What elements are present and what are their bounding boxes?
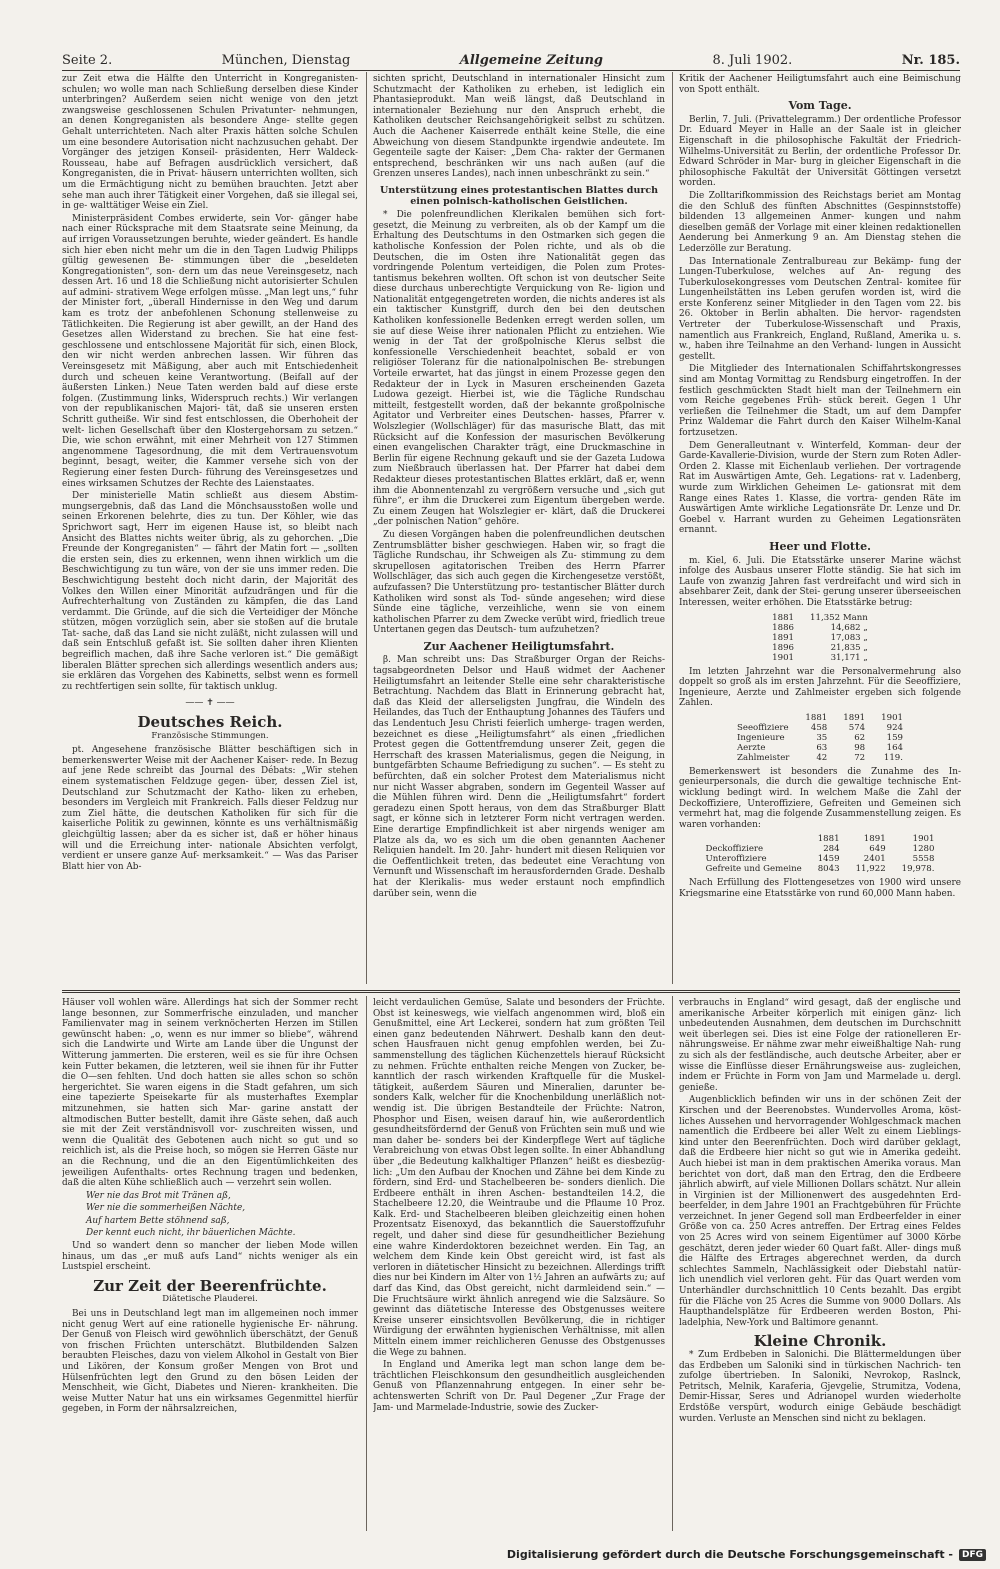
digitization-footer [507, 1548, 986, 1561]
section-subheading: Französische Stimmungen. [151, 730, 269, 741]
paragraph: Die Zolltarifkommission des Reichstags beriet am Montag die den Schluß des fünften Abschnittes (Gespinnststoffe) bildenden 13 allgemeinen Anmer- kungen und nahm dieselben gemäß der Vorlage mit einer kleinen redaktionellen Aenderung bei Anmerkung 9 an. Am Dienstag stehen die Lederzölle zur Beratung. [679, 190, 961, 254]
table-header-cell: 1881 [817, 834, 840, 845]
issue-number: Nr. 185. [901, 52, 960, 68]
table-header-cell [729, 713, 797, 723]
table-row [698, 854, 943, 864]
poem-line: Wer nie das Brot mit Tränen aß, [86, 1190, 231, 1201]
section-heading: Deutsches Reich. [137, 713, 283, 732]
officers-table [729, 713, 911, 763]
paragraph: Die Mitglieder des Internationalen Schiffahrtskongresses sind am Montag Vormittag zu Rendsburg eingetroffen. In der festlich geschmückten Stadt hielt man der Teilnehmern ein vom Reiche gegebenes Früh- stück bereit. Gegen 1 Uhr verließen die Teilnehmer die Stadt, um auf dem Dampfer Prinz Waldemar die Fahrt durch den Kaiser Wilhelm-Kanal fortzusetzen. [679, 364, 961, 438]
paragraph: β. Man schreibt uns: Das Straßburger Organ der Reichs- tagsabgeordneten Delsor und Hauß widmet der Aachener Heiligtumsfahrt an leitender Stelle eine sehr charakteristische Betrachtung. Nachdem das Blatt in Erinnerung gebracht hat, daß das Kleid der allerseligsten Jungfrau, die Windeln des Heilandes, das Tuch der Enthauptung Johannes des Täufers und das Lendentuch Jesu Christi feierlich umherge- tragen werden, bezeichnet es diese „Heiligtumsfahrt“ als einen „friedlichen Protest gegen die Gottentfremdung unserer Zeit, gegen die Herrschaft des krassen Materialismus, gegen die Neigung, in buntgefärbten Schaume Befriedigung zu suchen“. — Es steht zu befürchten, daß ein solcher Protest dem Materialismus nicht nur nicht Wasser abgraben, sondern im Gegenteil Wasser auf die Mühlen führen wird. Denn die „Heiligtumsfahrt“ fordert geradezu einen Spott heraus, von dem das Straßburger Blatt sagt, er könne sich in letzterer Form nicht vertragen werden. Eine derartige Empfindlichkeit ist aber nirgends weniger am Platze als da, wo es sich um die oben genannten Aachener Reliquien handelt. Im 20. Jahr- hundert mit diesen Reliquien vor die Oeffentlichkeit treten, das bedeutet eine Verachtung von Vernunft und Wissenschaft im herausfordernden Grade. Deshalb hat der Klerikalis- mus weder erstaunt noch empfindlich darüber sein, wenn die [373, 655, 665, 899]
newspaper-title: Allgemeine Zeitung [459, 52, 604, 68]
table-row [698, 844, 943, 854]
footer-text: Digitalisierung gefördert durch die Deutsche Forschungsgemeinschaft - [506, 1548, 953, 1561]
table-cell: Deckoffiziere [705, 844, 764, 855]
table-cell: 574 [848, 722, 866, 733]
table-cell: 62 [854, 732, 866, 743]
paragraph: * Zum Erdbeben in Salonichi. Die Blättermeldungen über das Erdbeben um Saloniki sind in türkischen Nachrich- ten zufolge übertrieben. In Saloniki, Nevrokop, Raslnck, Petritsch, Melnik, Karaferia, Gjevgelie, Strumitza, Vodena, Demir-Hissar, Seres und Adrianopel wurden wiederholte Erdstöße verspürt, wodurch einige Gebäude beschädigt wurden. Verluste an Menschen sind nicht zu beklagen. [679, 1350, 961, 1424]
table-cell: 284 [823, 844, 840, 855]
table-cell: Gefreite und Gemeine [705, 864, 802, 875]
paragraph: Kritik der Aachener Heiligtumsfahrt auch eine Beimischung von Spott enthält. [679, 74, 961, 95]
table-row [764, 633, 876, 643]
column-2 [373, 74, 665, 986]
article-subheading: Diätetische Plauderei. [162, 1294, 258, 1305]
column-3 [679, 74, 961, 986]
article-heading: Zur Aachener Heiligtumsfahrt. [423, 639, 615, 653]
paragraph: Bei uns in Deutschland legt man im allgemeinen noch immer nicht genug Wert auf eine rationelle hygienische Er- nährung. Der Genuß von Fleisch wird gewöhnlich überschätzt, der Genuß von frischen Früchten unterschätzt. Blutbildenden Salzen beraubten Fleisches, dazu von vielem Alkohol in Gestalt von Bier und Likören, der Konsum großer Mengen von Brot und Hülsenfrüchten legt den Grund zu den bösen Leiden der Menschheit, wie Gicht, Diabetes und Nieren- krankheiten. Die weise Mutter Natur hat uns ein wirksames Gegenmittel hierfür gegeben, in Form der nährsalzreichen, [62, 1309, 358, 1415]
column-divider [366, 996, 367, 1531]
table-row [729, 723, 911, 733]
table-cell: 17,083 „ [830, 632, 868, 643]
table-cell: 11,352 Mann [810, 612, 868, 623]
paragraph: Berlin, 7. Juli. (Privattelegramm.) Der ordentliche Professor Dr. Eduard Meyer in Halle an der Saale ist in gleicher Eigenschaft in die philosophische Fakultät der Friedrich-Wilhelms-Universität zu Berlin, der ordentliche Professor Dr. Edward Schröder in Mar- burg in gleicher Eigenschaft in die philosophische Fakultät der Universität Göttingen versetzt worden. [679, 114, 961, 189]
table-cell: 159 [886, 732, 904, 743]
paragraph: Nach Erfüllung des Flottengesetzes von 1900 wird unsere Kriegsmarine eine Etatsstärke von rund 60,000 Mann haben. [679, 878, 961, 900]
paragraph: sichten spricht, Deutschland in internationaler Hinsicht zum Schutzmacht der Katholiken zu erheben, ist lediglich ein Phantasieprodukt. Man weiß längst, daß Deutschland in internationaler Beziehung nur den Anspruch erhebt, die Katholiken deutscher Reichsangehörigkeit selbst zu schützen. Auch die Aachener Kaiserrede enthält keine Stelle, die eine Abweichung von diesem Standpunkte irgendwie andeutete. Im Gegenteile sagte der Kaiser: „Dem Cha- rakter der Germanen entsprechend, beschränken wir uns nach außen (auf die Grenzen unseres Landes), nach innen unbeschränkt zu sein.“ [373, 74, 665, 180]
table-cell: 5558 [912, 854, 935, 865]
paragraph: m. Kiel, 6. Juli. Die Etatsstärke unserer Marine wächst infolge des Ausbaus unserer Flotte ständig. Sie hat sich im Laufe von zwanzig Jahren fast verdreifacht und wird sich in absehbarer Zeit, dank der Stei- gerung unserer überseeischen Interessen, weiter erhöhen. Die Etatsstärke betrug: [679, 555, 961, 608]
article-heading: Zur Zeit der Beerenfrüchte. [93, 1276, 327, 1295]
column-1 [62, 74, 358, 986]
paragraph: Augenblicklich befinden wir uns in der schönen Zeit der Kirschen und der Beerenobstes. Wundervolles Aroma, köst- liches Aussehen und hervorragender Wohlgeschmack machen namentlich die Erdbeere bei aller Welt zu einem Lieblings- kind unter den Beerenfrüchten. Doch wird darüber geklagt, daß die Erdbeere hier nicht so gut wie in Amerika gedeiht. Auch hiebei ist man in dem praktischen Amerika voraus. Man berichtet von dort, daß man den Ertrag, den die Erdbeere jährlich abwirft, auf viele Millionen Dollars schätzt. Nur allein in Virginien ist der Millionenwert des ausgedehnten Erd- beerfelder, in dem Jahre 1901 an Frachtgebühren für Früchte verzeichnet. In jener Gegend soll man Erdbeerfelder in einer Größe von ca. 250 Acres antreffen. Der Ertrag eines Feldes von 25 Acres wird von seinem Eigentümer auf 3000 Körbe geschätzt, deren jeder wieder 60 Quart faßt. Aller- dings muß die Hälfte des Ertrages abgerechnet werden, da durch schlechtes Sammeln, Nachlässigkeit oder Diebstahl natür- lich unendlich viel verloren geht. Für das Quart werden vom Unterhändler durchschnittlich 10 Cents bezahlt. Das ergibt für die Fläche von 25 Acres die Summe von 9000 Dollars. Als Haupthandelsplätze für Erdbeeren werden Boston, Phi- ladelphia, New-York und Baltimore genannt. [679, 1095, 961, 1328]
article-heading: Kleine Chronik. [753, 1332, 887, 1351]
table-cell: 924 [886, 722, 904, 733]
article-heading: Vom Tage. [788, 99, 852, 113]
column-divider [366, 72, 367, 984]
table-cell: 1891 [772, 632, 795, 643]
crew-table [698, 834, 943, 874]
table-cell: 164 [886, 742, 904, 753]
place-day: München, Dienstag [221, 52, 351, 68]
table-row [698, 864, 943, 874]
paragraph: Das Internationale Zentralbureau zur Bekämp- fung der Lungen-Tuberkulose, welches auf An- regung des Tuberkulosekongresses vom Deutschen Zentral- komitee für Lungenheilstätten ins Leben gerufen worden ist, wird die erste Konferenz seiner Mitglieder in den Tagen vom 22. bis 26. Oktober in Berlin abhalten. Die hervor- ragendsten Vertreter der Tuberkulose-Wissenschaft und Praxis, namentlich aus Frankreich, England, Rußland, Amerika u. s. w., haben ihre Teilnahme an den Verhand- lungen in Aussicht gestellt. [679, 256, 961, 362]
paragraph: In England und Amerika legt man schon lange dem be- trächtlichen Fleischkonsum den gesundheitlich ausgleichenden Genuß von Pflanzennahrung entgegen. In einer sehr be- achtenswerten Schrift von Dr. Paul Degener „Zur Frage der Jam- und Marmelade-Industrie, sowie des Zucker- [373, 1360, 665, 1413]
dfg-logo: DFG [959, 1549, 986, 1561]
paragraph: Häuser voll wohlen wäre. Allerdings hat sich der Sommer recht lange besonnen, zur Sommerfrische einzuladen, und mancher Familienvater mag in seinem verknöcherten Herzen im Stillen gewünscht haben: „o, wenn es nur immer so bliebe“, während sich die Landwirte und Wirte am Lande über die Ungunst der Witterung jammerten. Die ersteren, weil es sie für ihre Ochsen kein Futter bekamen, die letzteren, weil sie ihnen für ihr Futter die O—sen fehlten. Und doch hatten sie alles schon so schön hergerichtet. Sie waren eigens in die Stadt gefahren, um sich eine tapezierte Speisekarte für als musterhaftes Exemplar mitzunehmen, sie hatten sich Mar- garine anstatt der altmodischen Butter bestellt, damit ihre Gäste sehen, daß auch sie mit der Zeit verständnisvoll vor- zuschreiten wissen, und wenn die Qualität des Gebotenen auch nicht so gut und so reichlich ist, als die Preise hoch, so mögen sie Herren Gäste nur an die Rechnung, und die an den Eigentümlichkeiten des jeweiligen Aufenthalts- ortes Rechnung tragen und bedenken, daß die alten Kühe schließlich auch — verzehrt sein wollen. [62, 998, 358, 1189]
table-header-cell: 1901 [912, 834, 935, 845]
paragraph: * Die polenfreundlichen Klerikalen bemühen sich fort- gesetzt, die Meinung zu verbreiten, als ob der Kampf um die Erhaltung des Deutschtums in den Ostmarken sich gegen die katholische Konfession der Polen richte, und als ob die Deutschen, die im Osten ihre Nationalität gegen das vordringende Polentum verteidigen, die Polen zum Protes- tantismus bekehren wollten. Oft schon ist von deutscher Seite diese durchaus unberechtigte Verquickung von Re- ligion und Nationalität entgegengetreten worden, die nichts anderes ist als ein taktischer Kunstgriff, durch den bei den deutschen Katholiken konfessionelle Bedenken erregt werden sollen, um sie auf diese Weise ihrer nationalen Pflicht zu entziehen. Wie wenig in der Tat der großpolnische Klerus selbst die konfessionelle Verschiedenheit beachtet, sobald er von religiöser Toleranz für die nationalpolnischen Be- strebungen Vorteile erwartet, hat das jüngst in einem Prozesse gegen den Redakteur der in Lyck in Masuren erscheinenden Gazeta Ludowa gezeigt. Hierbei ist, wie die Tägliche Rundschau mitteilt, festgestellt worden, daß der bekannte großpolnische Agitator und Verbreiter eines Deutschen- hasses, Pfarrer v. Wolszlegier (Wollschläger) für das masurische Blatt, das mit Rücksicht auf die Konfession der masurischen Bevölkerung einen evangelischen Charakter trägt, eine Druckmaschine in Berlin für eigene Rechnung gekauft und sie der Gazeta Ludowa zum Nießbrauch überlassen hat. Der Pfarrer hat dabei dem Redakteur dieses protestantischen Blattes erklärt, daß er, wenn ihm die Abonnentenzahl zu vergrößern versuche und „sich gut führe“, er ihm die Druckerei zum Eigentum übergeben werde. Zu einem Zeugen hat Wolszlegier er- klärt, daß die Druckerei „der polnischen Nation“ gehöre. [373, 210, 665, 528]
table-cell: 2401 [863, 854, 886, 865]
table-header-cell: 1891 [863, 834, 886, 845]
table-cell: 14,682 „ [830, 622, 868, 633]
table-cell: 21,835 „ [830, 642, 868, 653]
strength-table [764, 613, 876, 663]
table-cell: 649 [869, 844, 886, 855]
column-divider [672, 996, 673, 1531]
article-heading: Unterstützung eines protestantischen Blattes durch einen polnisch-katholischen Geistlichen. [379, 184, 659, 207]
table-cell: 1881 [772, 612, 795, 623]
paragraph: Im letzten Jahrzehnt war die Personalvermehrung also doppelt so groß als im ersten Jahrzehnt. Für die Seeoffiziere, Ingenieure, Aerzte und Zahlmeister ergeben sich folgende Zahlen. [679, 666, 961, 709]
column-6 [679, 998, 961, 1533]
column-4 [62, 998, 358, 1533]
table-cell: 31,171 „ [830, 652, 868, 663]
column-divider [672, 72, 673, 984]
table-cell: Zahlmeister [736, 752, 790, 763]
table-cell: 1280 [912, 844, 935, 855]
column-5 [373, 998, 665, 1533]
paragraph: Zu diesen Vorgängen haben die polenfreundlichen deutschen Zentrumsblätter bisher geschwiegen. Haben wir, so fragt die Tägliche Rundschau, ihr Schweigen als Zu- stimmung zu dem skrupellosen agitatorischen Treiben des Herrn Pfarrer Wollschläger, das sich auch gegen die Kirchengesetze verstößt, aufzufassen? Die Unterstützung pro- testantischer Blätter durch Katholiken wird sonst als Tod- sünde angesehen; wird diese Sünde eine tägliche, verzeihliche, wenn sie von einem katholischen Pfarrer zu dem Zwecke verübt wird, friedlich treue Untertanen gegen das Deutsch- tum aufzuhetzen? [373, 529, 665, 636]
paragraph: zur Zeit etwa die Hälfte den Unterricht in Kongreganisten- schulen; wo wolle man nach Schließung derselben diese Kinder unterbringen? Außerdem seien nicht wenige von den jetzt zwangsweise geschlossenen Schulen Privatunter- nehmungen, an denen Kongreganisten als besondere Ange- stellte gegen Gehalt unterrichteten. Nach alter Praxis hätten solche Schulen um eine besondere Autorisation nicht nachzusuchen gehabt. Der Vorgänger des jetzigen Konseil- präsidenten, Herr Waldeck-Rousseau, habe auf Befragen ausdrücklich versichert, daß Kongreganisten, die in Privat- häusern unterrichten wollten, sich um die Ermächtigung nicht zu bemühen brauchten. Jetzt aber sehe man auch ihrer Tätigkeit einer Vorgehen, daß sie illegal sei, in ge- walttätiger Weise ein Ziel. [62, 74, 358, 212]
table-cell: Unteroffiziere [705, 854, 767, 865]
paragraph: Dem Generalleutnant v. Winterfeld, Komman- deur der Garde-Kavallerie-Division, wurde der Stern zum Roten Adler-Orden 2. Klasse mit Eichenlaub verliehen. Der vortragende Rat im Auswärtigen Amte, Geh. Legations- rat v. Ladenberg, wurde zum Wirklichen Geheimen Le- gationsrat mit dem Range eines Rates 1. Klasse, die vortra- genden Räte im Auswärtigen Amte wirkliche Legationsräte Dr. Lenze und Dr. Goebel v. Harrant wurden zu Geheimen Legationsräten ernannt. [679, 440, 961, 536]
poem-line: Wer nie die sommerheißen Nächte, [86, 1203, 246, 1214]
table-cell: 42 [816, 752, 828, 763]
table-cell: 1459 [817, 854, 840, 865]
paragraph: pt. Angesehene französische Blätter beschäftigen sich in bemerkenswerter Weise mit der Aachener Kaiser- rede. In Bezug auf jene Rede schreibt das Journal des Débats: „Wir stehen einem systematischen Feldzuge gegen- über, dessen Ziel ist, Deutschland zur Schutzmacht der Katho- liken zu erheben, besonders im Vergleich mit Frankreich. Falls dieser Feldzug nur zum Ziel hätte, die deutschen Katholiken für sich für die kaiserliche Politik zu gewinnen, könnte es uns verhältnismäßig gleichgültig lassen; aber da es sicher ist, daß er höher hinaus will und die Erreichung inter- nationale Absichten verfolgt, verdient er unsere ganze Auf- merksamkeit.“ — Was das Pariser Blatt hier von Ab- [62, 745, 358, 872]
table-cell: 11,922 [855, 864, 886, 875]
table-row [764, 653, 876, 663]
table-cell: 1901 [772, 652, 795, 663]
poem-line: Auf hartem Bette stöhnend saß, [86, 1215, 230, 1226]
paragraph: leicht verdaulichen Gemüse, Salate und besonders der Früchte. Obst ist keineswegs, wie vielfach angenommen wird, bloß ein Genußmittel, eine Art Leckerei, sondern hat zum größten Teil einen ganz bedeutenden Nährwert. Deshalb kann den deut- schen Hausfrauen nicht genug empfohlen werden, bei Zu- sammenstellung des täglichen Küchenzettels hierauf Rücksicht zu nehmen. Früchte enthalten reiche Mengen von Zucker, be- kanntlich der rasch wirkenden Kraftquelle für die Muskel- tätigkeit, außerdem Säuren und Mineralien, darunter be- sonders Kalk, welcher für die Knochenbildung unerläßlich not- wendig ist. Die übrigen Bestandteile der Früchte: Natron, Phosphor und Eisen, weisen darauf hin, wie außerordentlich gesundheitsfördernd der Genuß von Früchten sein muß und wie man daher be- sonders bei der Kinderpflege Wert auf tägliche Verabreichung von etwas Obst legen sollte. In einer Abhandlung über „die Bedeutung kalkhaltiger Pflanzen“ heißt es diesbezüg- lich: „Um den Aufbau der Knochen und Zähne bei dem Kinde zu fördern, sind Erd- und Stachelbeeren be- sonders dienlich. Die Erdbeere enthält in ihren Aschen- bestandteilen 14.2, die Stachelbeere 12.20, die Weintraube und die Pflaume 10 Proz. Kalk. Erd- und Stachelbeeren bleiben gleichzeitig einen hohen Prozentsatz Eisenoxyd, das bekanntlich die Sauerstoffzufuhr regelt, und daher sind diese für gesundheitlicher Beziehung eine wahre Kinderdoktoren bezeichnet werden. Ein Tag, an welchem dem Kinde kein Obst gereicht wird, ist fast als verloren in diätetischer Hinsicht zu bezeichnen. Allerdings trifft dies nur bei Kindern im Alter von 1½ Jahren an aufwärts zu; auf darf das Kind, das Obst gereicht, nicht darmleidend sein.“ — Die Fruchtsäure wirkt ähnlich anregend wie die Salzsäure. So gewinnt das diätetische Interesse des Obstgenusses weitere Kreise unserer einsichtsvollen Bevölkerung, die in richtiger Würdigung der erwähnten hygienischen Verhältnisse, mit allen Mitteln einem immer reichlicheren Genusse des Obstgenusses die Wege zu bahnen. [373, 998, 665, 1358]
table-cell: 98 [854, 742, 866, 753]
table-cell: 8043 [817, 864, 840, 875]
table-row [729, 743, 911, 753]
table-cell: 72 [854, 752, 866, 763]
page-number: Seite 2. [62, 52, 113, 68]
table-cell: Seeoffiziere [736, 722, 789, 733]
table-cell: Aerzte [736, 742, 766, 753]
table-row [764, 643, 876, 653]
table-row [764, 613, 876, 623]
masthead-rule [62, 70, 960, 71]
table-cell: 35 [816, 732, 828, 743]
table-cell: 458 [810, 722, 828, 733]
table-cell: 119. [883, 752, 904, 763]
paragraph: Der ministerielle Matin schließt aus diesem Abstim- mungsergebnis, daß das Land die Mönchsausstoßen wolle und seinen Erkorenen belehrte, dies zu tun. Der Köhler, wie das Sprichwort sagt, Herr im eigenen Hause ist, so bleibt nach Ansicht des Blattes nichts weiter übrig, als zu gehorchen. „Die Freunde der Kongreganisten“ — fährt der Matin fort — „sollten die ersten sein, dies zu erkennen, wenn ihnen wirklich um die Beschwichtigung zu tun wäre, von der sie uns immer reden. Die Beschwichtigung besteht doch nicht darin, der Majorität des Volkes den Willen einer Minorität aufzudrängen und für die Aufrechterhaltung von Zuständen zu kämpfen, die das Land verdammt. Die Gründe, auf die sich die Verteidiger der Mönche stützen, mögen vorzüglich sein, aber sie stoßen auf die brutale Tat- sache, daß das Land sie nicht zuläßt, nicht zulassen will und daß sein Entschluß gefaßt ist. Sie sollten daher ihren Klienten begreiflich machen, daß ihre Sache verloren ist.“ Die gemäßigt liberalen Blätter sprechen sich allerdings wesentlich anders aus; sie erklären das Vorgehen des Kabinetts, selbst wenn es formell zu rechtfertigen sein sollte, für taktisch unklug. [62, 491, 358, 692]
issue-date: 8. Juli 1902. [712, 52, 793, 68]
article-heading: Heer und Flotte. [769, 539, 871, 553]
table-row [729, 753, 911, 763]
table-cell: 1886 [772, 622, 795, 633]
table-cell: 19,978. [901, 864, 935, 875]
table-cell: Ingenieure [736, 732, 785, 743]
poem-line: Der kennt euch nicht, ihr bäuerlichen Mächte. [86, 1228, 296, 1239]
masthead [62, 50, 960, 70]
paragraph: Ministerpräsident Combes erwiderte, sein Vor- gänger habe nach einer Rücksprache mit dem Staatsrate seine Meinung, da auf irrigen Voraussetzungen beruhte, wieder geändert. Es handle sich hier eben nicht mehr um die in den Tagen Ludwig Philipps gültig gewesenen Be- stimmungen über die „beseldeten Kongregationisten“, son- dern um das neue Vereinsgesetz, nach dessen Art. 16 und 18 die Schließung nicht autorisierter Schulen auf admini- strativem Wege erfolgen müsse. „Man legt uns,“ fuhr der Minister fort, „überall Hindernisse in den Weg und darum kam es trotz der anbefohlenen Schonung stellenweise zu Tätlichkeiten. Die Regierung ist aber gewillt, an der Hand des Gesetzes allen Widerstand zu brechen. Sie hat eine fest- geschlossene und entschlossene Majorität für sich, einen Block, den wir nicht werden anbrechen lassen. Wir führen das Vereinsgesetz mit Mäßigung, aber auch mit Entschiedenheit durch und scheuen keine Verantwortung. (Beifall auf der äußersten Linken.) Neue Taten werden bald auf diese erste folgen. (Zustimmung links, Widerspruch rechts.) Wir verlangen von der republikanischen Majori- tät, daß sie unseren ersten Schritt gutheiße. Wir sind fest entschlossen, die Oberhoheit der welt- lichen Gesellschaft über den Klostergehorsam zu setzen.“ Die, wie schon erwähnt, mit einer Mehrheit von 127 Stimmen angenommene Tagesordnung, die mit dem Vertrauensvotum beginnt, besagt, weiter, die Kammer versehe sich von der Regierung einer festen Durch- führung des Vereinsgesetzes und eines wirksamen Schutzes der Rechte des Laienstaates. [62, 213, 358, 489]
table-cell: 63 [816, 742, 828, 753]
table-row [729, 733, 911, 743]
table-header-cell [698, 834, 810, 844]
paragraph: verbrauchs in England“ wird gesagt, daß der englische und amerikanische Arbeiter körperlich mit einigen gänz- lich unbedeutenden Ausnahmen, dem deutschen im Durchschnitt weit überlegen sei. Dies ist eine Folge der rationelleren Er- nährungsweise. Er nähme zwar mehr eiweißhaltige Nah- rung zu sich als der festländische, auch deutsche Arbeiter, aber er wisse die Einflüsse dieser Ernährungsweise aus- zugleichen, indem er Früchte in Form von Jam und Marmelade u. dergl. genieße. [679, 998, 961, 1093]
table-cell: 1896 [772, 642, 795, 653]
table-header-cell: 1881 [805, 712, 828, 723]
table-row [764, 623, 876, 633]
separator-icon: —— ✝ —— [185, 698, 235, 709]
table-header-cell: 1891 [843, 712, 866, 723]
paragraph: Und so wandert denn so mancher der lieben Mode willen hinaus, um das „er muß aufs Land“ nichts weniger als ein Lustspiel erscheint. [62, 1241, 358, 1273]
table-header-cell: 1901 [881, 712, 904, 723]
poem [62, 1191, 358, 1239]
feuilleton-rule [62, 990, 960, 993]
paragraph: Bemerkenswert ist besonders die Zunahme des In- genieurpersonals, die durch die gewaltige technische Ent- wicklung bedingt wird. In welchem Maße die Zahl der Deckoffiziere, Unteroffiziere, Gefreiten und Gemeinen sich vermehrt hat, mag die folgende Zusammenstellung zeigen. Es waren vorhanden: [679, 766, 961, 830]
